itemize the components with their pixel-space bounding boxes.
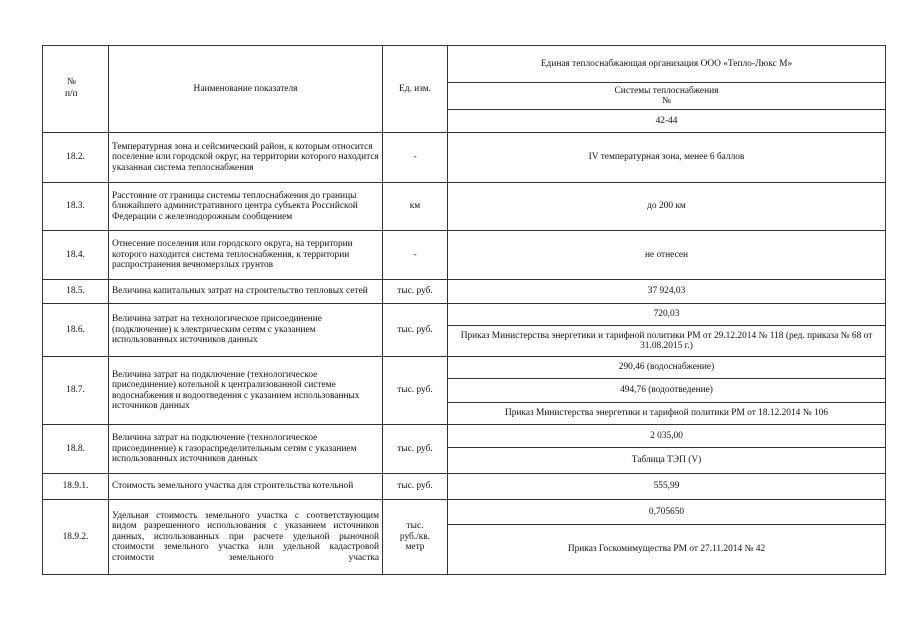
row-value: до 200 км [448,183,886,231]
row-value: 2 035,00 [448,425,886,448]
table-row [43,133,886,183]
row-unit: тыс. руб./кв. метр [383,500,448,575]
row-number: 18.9.1. [43,474,109,500]
row-value: 0,705650 [448,500,886,525]
indicators-table [42,45,886,575]
row-unit: тыс. руб. [383,474,448,500]
row-number: 18.8. [43,425,109,474]
row-source: Таблица ТЭП (V) [448,448,886,474]
table-row [43,183,886,231]
header-systems: Системы теплоснабжения № [448,83,886,110]
row-name: Величина затрат на подключение (технологическое присоединение) к газораспределительным сетям с указанием использованных источников данных [109,425,383,474]
table-row [43,304,886,326]
row-value: IV температурная зона, менее 6 баллов [448,133,886,183]
row-unit: км [383,183,448,231]
row-number: 18.5. [43,280,109,304]
header-system-number: 42-44 [448,110,886,133]
header-number-sign: № [67,77,76,87]
row-name: Величина капитальных затрат на строительство тепловых сетей [109,280,383,304]
row-name: Стоимость земельного участка для строительства котельной [109,474,383,500]
row-name: Удельная стоимость земельного участка с соответствующим видом разрешенного использования с указанием источников данных, использованных при расчете удельной рыночной стоимости земельного участка или удельной кадастровой стоимости земельного участка [109,500,383,575]
row-unit: - [383,231,448,280]
row-number: 18.3. [43,183,109,231]
row-name: Отнесение поселения или городского округа, на территории которого находится система теплоснабжения, к территории распространения вечномерзлых грунтов [109,231,383,280]
row-number: 18.7. [43,357,109,425]
header-number-pp: п/п [65,89,78,99]
table-row [43,280,886,304]
row-value: не отнесен [448,231,886,280]
row-value-sewerage: 494,76 (водоотведение) [448,379,886,403]
row-name: Величина затрат на подключение (технологическое присоединение) котельной к централизованной системе водоснабжения и водоотведения с указанием использованных источников данных [109,357,383,425]
header-organization: Единая теплоснабжающая организация ООО «Тепло-Люкс М» [448,46,886,83]
table-row [43,425,886,448]
row-number: 18.9.2. [43,500,109,575]
row-name: Расстояние от границы системы теплоснабжения до границы ближайшего административного центра субъекта Российской Федерации с железнодорожным сообщением [109,183,383,231]
row-value-water-supply: 290,46 (водоснабжение) [448,357,886,379]
row-source: Приказ Министерства энергетики и тарифной политики РМ от 18.12.2014 № 106 [448,403,886,425]
table-row [43,231,886,280]
row-unit: тыс. руб. [383,357,448,425]
row-unit: тыс. руб. [383,304,448,357]
row-source: Приказ Министерства энергетики и тарифной политики РМ от 29.12.2014 № 118 (ред. приказа № 68 от 31.08.2015 г.) [448,326,886,357]
row-number: 18.4. [43,231,109,280]
row-value: 720,03 [448,304,886,326]
header-indicator-name: Наименование показателя [109,46,383,133]
header-number [43,46,109,133]
table-row [43,474,886,500]
row-unit: тыс. руб. [383,280,448,304]
row-number: 18.2. [43,133,109,183]
row-name: Температурная зона и сейсмический район, к которым относится поселение или городской округ, на территории которого находится указанная система теплоснабжения [109,133,383,183]
header-unit: Ед. изм. [383,46,448,133]
row-unit: тыс. руб. [383,425,448,474]
row-value: 555,99 [448,474,886,500]
row-unit: - [383,133,448,183]
table-row [43,357,886,379]
row-name: Величина затрат на технологическое присоединение (подключение) к электрическим сетям с указанием использованных источников данных [109,304,383,357]
row-source: Приказ Госкомимущества РМ от 27.11.2014 № 42 [448,525,886,575]
table-row [43,500,886,525]
row-number: 18.6. [43,304,109,357]
row-value: 37 924,03 [448,280,886,304]
